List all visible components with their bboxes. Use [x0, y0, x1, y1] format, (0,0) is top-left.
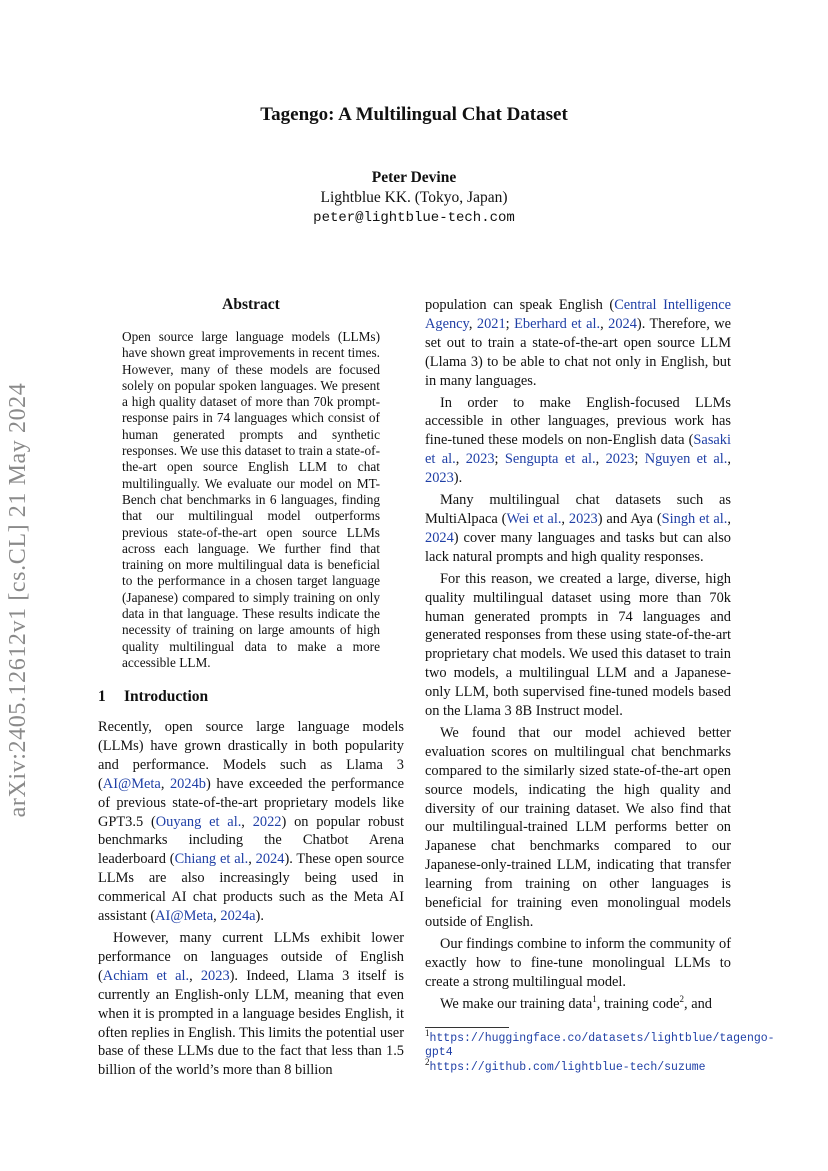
footnote-rule — [425, 1027, 509, 1028]
text-run: Our findings combine to inform the community of exactly how to fine-tune monolingual LLMs to create a strong multilingual model. — [425, 935, 731, 990]
intro-paragraph-5 — [425, 570, 731, 721]
left-column-body — [98, 718, 404, 1080]
author-name: Peter Devine — [371, 169, 457, 186]
text-run: , — [468, 315, 477, 332]
intro-paragraph-6 — [425, 724, 731, 932]
author-affiliation: Lightblue KK. (Tokyo, Japan) — [320, 189, 508, 206]
section-heading-introduction — [98, 688, 208, 706]
text-run: ). — [453, 470, 463, 487]
intro-paragraph-4 — [425, 491, 731, 567]
citation-link[interactable]: Nguyen et al. — [644, 451, 728, 468]
citation-link[interactable]: Sengupta et al. — [504, 451, 596, 468]
text-run: We make our training data — [440, 995, 593, 1012]
text-run: , — [727, 451, 732, 468]
text-run: ). Therefore, we set out to train a state-of-the-art open source LLM (Llama 3) to be able to chat not only in English, but in many languages. — [425, 315, 732, 389]
citation-link[interactable]: 2024a — [220, 908, 256, 925]
text-run: , — [248, 851, 256, 868]
intro-paragraph-8 — [425, 995, 731, 1014]
arxiv-side-label: arXiv:2405.12612v1 [cs.CL] 21 May 2024 — [5, 382, 31, 818]
text-run: ) on popular robust benchmarks including the Chatbot Arena leaderboard ( — [98, 813, 404, 868]
footnote-1 — [425, 1028, 775, 1059]
text-run: ; — [634, 451, 645, 468]
text-run: ) cover many languages and tasks but can also lack natural prompts and high quality responses. — [425, 529, 731, 565]
text-run: , training code — [596, 995, 680, 1012]
intro-paragraph-3 — [425, 394, 731, 489]
citation-link[interactable]: Chiang et al. — [174, 851, 249, 868]
text-run: ; — [505, 315, 515, 332]
text-run: However, many current LLMs exhibit lower performance on languages outside of English ( — [98, 929, 404, 984]
citation-link[interactable]: AI@Meta — [155, 908, 214, 925]
section-number: 1 — [98, 688, 106, 705]
footnote-number: 1 — [425, 1028, 430, 1039]
abstract-heading: Abstract — [222, 296, 280, 313]
text-run: , — [160, 775, 170, 792]
text-run: Recently, open source large language models (LLMs) have grown drastically in both popularity and performance. Models such as Llama 3 ( — [98, 719, 404, 792]
footnote-marker[interactable]: 2 — [679, 993, 685, 1004]
footnote-link[interactable]: https://huggingface.co/datasets/lightblue/tagengo-gpt4 — [425, 1032, 775, 1059]
text-run: ). These open source LLMs are also increasingly being used in commerical AI chat products such as the Meta AI assistant ( — [98, 851, 404, 925]
footnote-marker[interactable]: 1 — [592, 993, 597, 1004]
text-run: In order to make English-focused LLMs accessible in other languages, previous work has fine-tuned these models on non-English data ( — [425, 394, 731, 449]
citation-link[interactable]: Wei et al. — [506, 510, 562, 527]
text-run: We found that our model achieved better evaluation scores on multilingual chat benchmarks compared to the similarly sized state-of-the-art open source models, indicating the high quality and diversity of our training dataset. We also find that our multilingual-trained LLM performs better on Japanese chat benchmarks compared to our Japanese-only-trained LLM, indicating that transfer learning from training on other languages is beneficial for training even monolingual models outside of English. — [425, 724, 731, 930]
intro-paragraph-1 — [98, 718, 404, 926]
text-run: For this reason, we created a large, diverse, high quality multilingual dataset using more than 70k human generated prompts in 74 languages and generated responses from these using state-of-the-art proprietary chat models. We used this dataset to train two models, a multilingual LLM and a Japanese-only LLM, both supervised fine-tuned models based on the Llama 3 8B Instruct model. — [425, 570, 731, 720]
text-run: , — [727, 510, 731, 527]
text-run: ). — [255, 908, 264, 925]
footnote-number: 2 — [425, 1057, 430, 1068]
author-email[interactable]: peter@lightblue-tech.com — [313, 210, 515, 226]
citation-link[interactable]: 2023 — [425, 470, 454, 487]
abstract-text: Open source large language models (LLMs) have shown great improvements in recent times. However, many of these models are focused solely on popular spoken languages. We present a high quality dataset of more than 70k prompt-response pairs in 74 languages which consist of human generated prompts and synthetic responses. We use this dataset to train a state-of-the-art open source English LLM to chat multilingually. We evaluate our model on MT-Bench chat benchmarks in 6 languages, finding that our multilingual model outperforms previous state-of-the-art open source LLMs across each language. We further find that training on more multilingual data is beneficial to the performance in a chosen target language (Japanese) compared to simply training on only data in that language. These results indicate the necessity of training on large amounts of high quality multilingual data to make a more accessible LLM. — [122, 329, 380, 670]
citation-link[interactable]: 2023 — [568, 510, 598, 527]
citation-link[interactable]: Eberhard et al. — [514, 315, 601, 332]
text-run: ). Indeed, Llama 3 itself is currently an English-only LLM, meaning that even when it is prompted in a language besides English, it often replies in English. This limits the potential user base of these LLMs due to the fact that less than 1.5 billion of the world’s more than 8 billion — [98, 967, 404, 1079]
text-run: , — [213, 908, 221, 925]
footnote-2 — [425, 1057, 731, 1075]
text-run: , — [600, 315, 609, 332]
text-run: , and — [684, 995, 712, 1012]
citation-link[interactable]: Sasaki et al. — [425, 432, 731, 468]
citation-link[interactable]: Ouyang et al. — [155, 813, 242, 830]
text-run: ) and Aya ( — [597, 510, 662, 527]
text-run: , — [561, 510, 569, 527]
right-column-body — [425, 296, 731, 1014]
text-run: , — [455, 451, 466, 468]
footnote-link[interactable]: https://github.com/lightblue-tech/suzume — [429, 1061, 706, 1074]
author-block — [0, 168, 828, 228]
citation-link[interactable]: 2023 — [200, 967, 230, 984]
citation-link[interactable]: 2022 — [252, 813, 282, 830]
citation-link[interactable]: 2023 — [605, 451, 635, 468]
citation-link[interactable]: 2023 — [465, 451, 495, 468]
citation-link[interactable]: Singh et al. — [661, 510, 728, 527]
intro-paragraph-2 — [98, 929, 404, 1080]
intro-paragraph-2-continued — [425, 296, 731, 391]
citation-link[interactable]: 2024 — [608, 315, 637, 332]
text-run: , — [595, 451, 606, 468]
section-title: Introduction — [124, 688, 209, 705]
citation-link[interactable]: AI@Meta — [102, 775, 161, 792]
citation-link[interactable]: 2024 — [255, 851, 285, 868]
citation-link[interactable]: 2021 — [476, 315, 506, 332]
text-run: ) have exceeded the performance of previous state-of-the-art proprietary models like GPT3.5 ( — [98, 775, 404, 830]
citation-link[interactable]: 2024 — [425, 529, 454, 546]
citation-link[interactable]: Central Intelligence Agency — [425, 297, 731, 332]
text-run: , — [189, 967, 201, 984]
citation-link[interactable]: Achiam et al. — [102, 967, 190, 984]
text-run: Many multilingual chat datasets such as MultiAlpaca ( — [425, 492, 731, 527]
text-run: , — [241, 813, 253, 830]
citation-link[interactable]: 2024b — [169, 775, 206, 792]
intro-paragraph-7 — [425, 935, 731, 992]
text-run: population can speak English ( — [425, 297, 615, 313]
text-run: ; — [494, 451, 505, 468]
paper-title: Tagengo: A Multilingual Chat Dataset — [260, 104, 568, 125]
